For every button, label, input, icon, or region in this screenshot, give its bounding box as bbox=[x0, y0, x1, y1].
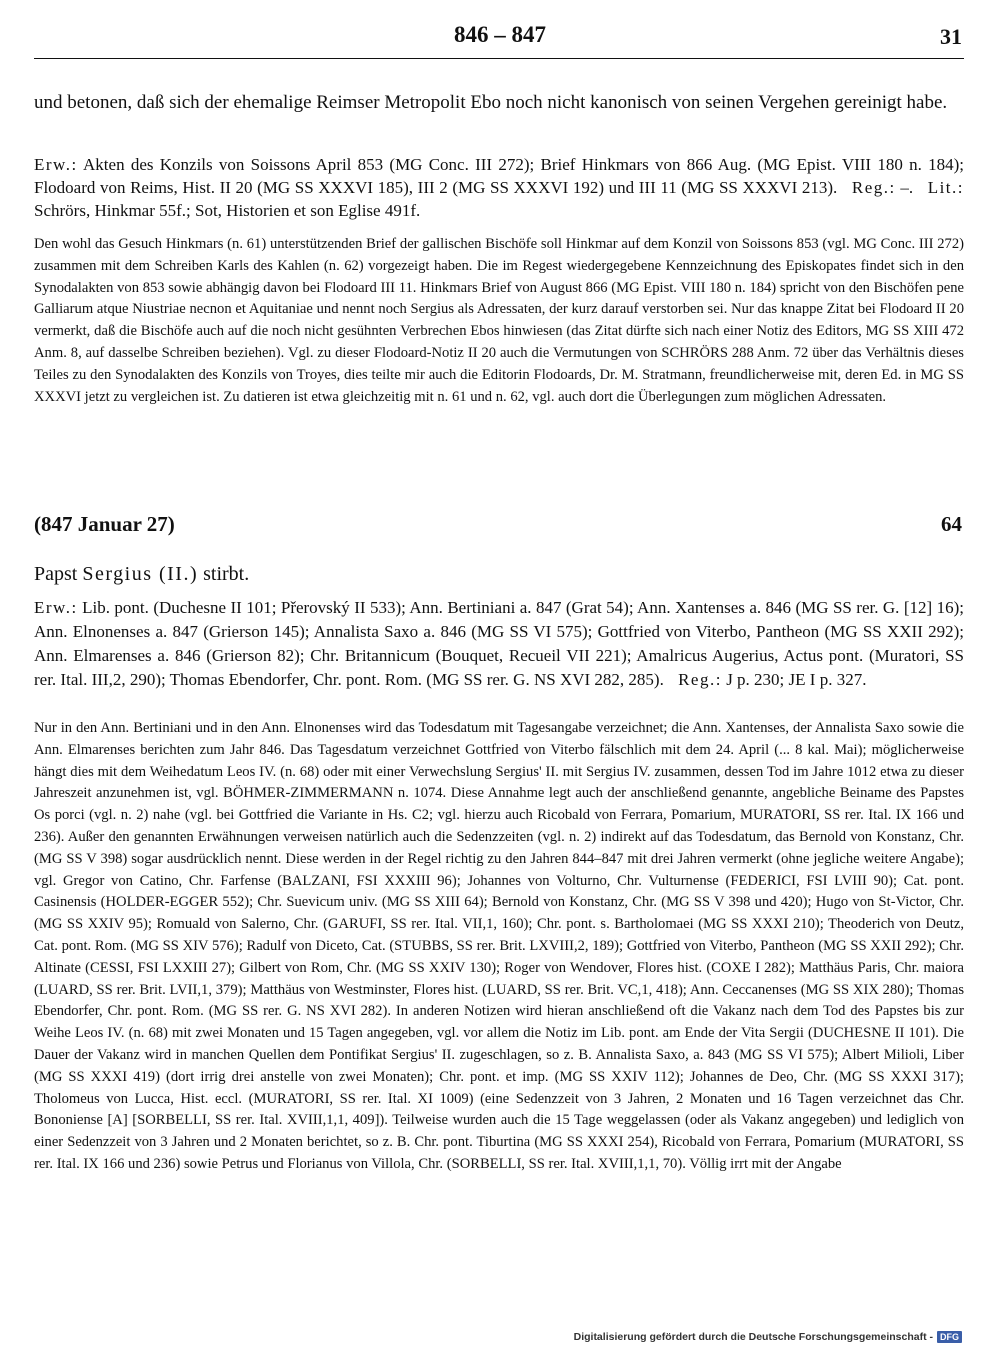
dfg-logo: DFG bbox=[937, 1331, 962, 1343]
commentary-paragraph: Den wohl das Gesuch Hinkmars (n. 61) unterstützenden Brief der gallischen Bischöfe soll Hinkmar auf dem Konzil von Soissons 853 (vgl. MG Conc. III 272) zusammen mit dem Schreiben Karls des Kahlen (n. 62) vorgezeigt haben. Die im Regest wiedergegebene Kennzeichnung des Episkopates findet sich in den Synodalakten von 853 sowie abhängig davon bei Flodoard III 11. Hinkmars Brief von August 866 (MG Epist. VIII 180 n. 184) spricht von den Bischöfen pene Galliarum atque Niustriae necnon et Aquitaniae und nennt noch Sergius als Adressaten, der kurz darauf verstorben sei. Nur das knappe Zitat bei Flodoard II 20 vermerkt, daß die Bischöfe auch auf die noch nicht gesühnten Verbrechen Ebos hinwiesen (das Zitat dürfte sich nach einer Notiz des Editors, MG SS XIII 472 Anm. 8, auf dasselbe Schreiben beziehen). Vgl. zu dieser Flodoard-Notiz II 20 auch die Vermutungen von SCHRÖRS 288 Anm. 72 über das Verhältnis dieses Teiles zu den Synodalakten des Konzils von Troyes, dies teilte mir auch die Editorin Flodoards, Dr. M. Stratmann, freundlicherweise mit, deren Ed. in MG SS XXXVI jetzt zu vergleichen ist. Zu datieren ist etwa gleichzeitig mit n. 61 und n. 62, vgl. auch dort die Überlegungen zum möglichen Adressaten. bbox=[34, 236, 964, 405]
section-sources-paragraph bbox=[34, 596, 964, 692]
reg-label: Reg.: bbox=[851, 178, 896, 197]
lit-text: Schrörs, Hinkmar 55f.; Sot, Historien et son Eglise 491f. bbox=[34, 201, 421, 220]
section-reg-text: J p. 230; JE I p. 327. bbox=[726, 670, 867, 689]
regest-post: stirbt. bbox=[203, 563, 250, 585]
header-rule bbox=[34, 58, 964, 59]
continuation-paragraph: und betonen, daß sich der ehemalige Reimser Metropolit Ebo noch nicht kanonisch von seinen Vergehen gereinigt habe. bbox=[34, 92, 948, 113]
footer-credit bbox=[574, 1331, 962, 1343]
regest-date-heading: (847 Januar 27) bbox=[34, 512, 175, 536]
erw-label: Erw.: bbox=[34, 155, 78, 174]
regest-text bbox=[34, 562, 964, 587]
section-erw-text: Lib. pont. (Duchesne II 101; Přerovský II 533); Ann. Bertiniani a. 847 (Grat 54); Ann. Xantenses a. 846 (MG SS rer. G. [12] 16); Ann. Elnonenses a. 847 (Grierson 145); Annalista Saxo a. 846 (MG SS VI 575); Gottfried von Viterbo, Pantheon (MG SS XXII 292); Ann. Elmarenses a. 846 (Grierson 82); Chr. Britannicum (Bouquet, Recueil VII 221); Amalricus Augerius, Actus pont. (Muratori, SS rer. Ital. III,2, 290); Thomas Ebendorfer, Chr. pont. Rom. (MG SS rer. G. NS XVI 282, 285). bbox=[34, 598, 964, 689]
section-commentary-paragraph: Nur in den Ann. Bertiniani und in den Ann. Elnonenses wird das Todesdatum mit Tagesangabe verzeichnet; die Ann. Xantenses, der Annalista Saxo sowie die Ann. Elmarenses berichten zum Jahr 846. Das Tagesdatum verzeichnet Gottfried von Viterbo fälschlich mit dem 24. April (... 8 kal. Mai); möglicherweise hängt dies mit dem Weihedatum Leos IV. (n. 68) oder mit einer Verwechslung Sergius' II. mit Sergius IV. zusammen, dessen Tod im Jahre 1012 etwa zu dieser Jahreszeit anzunehmen ist, vgl. BÖHMER-ZIMMERMANN n. 1074. Diese Annahme legt auch der anschließend genannte, angebliche Beiname des Papstes Os porci (vgl. n. 2) nahe (vgl. bei Gottfried die Variante in Hs. C2; vgl. hierzu auch Ricobald von Ferrara, Pomarium, MURATORI, SS rer. Ital. IX 166 und 236). Außer den genannten Erwähnungen verweisen natürlich auch die Sedenzzeiten (vgl. n. 2) indirekt auf das Todesdatum, das Bernold von Konstanz, Chr. (MG SS V 398) sogar ausdrücklich nennt. Diese werden in der Regel richtig zu den Jahren 844–847 mit drei Jahren vermerkt (ohne jegliche weitere Angabe); vgl. Gregor von Catino, Chr. Farfense (BALZANI, FSI XXXIII 96); Johannes von Volturno, Chr. Vulturnense (FEDERICI, FSI LVIII 90); Cat. pont. Casinensis (HOLDER-EGGER 552); Chr. Suevicum univ. (MG SS XIII 64); Bernold von Konstanz, Chr. (MG SS V 398 und 420); Hugo von St-Victor, Chr. (MG SS XXIV 95); Romuald von Salerno, Chr. (GARUFI, SS rer. Ital. VII,1, 160); Chr. pont. s. Bartholomaei (MG SS XXXI 210); Theoderich von Deutz, Cat. pont. Rom. (MG SS XIV 576); Radulf von Diceto, Cat. (STUBBS, SS rer. Brit. LXVIII,2, 189); Gottfried von Viterbo, Pantheon (MG SS XXII 292); Chr. Altinate (CESSI, FSI LXXIII 27); Gilbert von Rom, Chr. (MG SS XXIV 130); Roger von Wendover, Flores hist. (COXE I 282); Matthäus Paris, Chr. maiora (LUARD, SS rer. Brit. LVII,1, 379); Matthäus von Westminster, Flores hist. (LUARD, SS rer. Brit. VC,1, 418); Ann. Ceccanenses (MG SS XIX 280); Thomas Ebendorfer, Chr. pont. Rom. (MG SS rer. G. NS XVI 282). In anderen Notizen wird hieran anschließend oft die Vakanz nach dem Tod des Papstes bis zur Weihe Leos IV. (n. 68) mit zwei Monaten und 15 Tagen angegeben, vgl. vor allem die Notiz im Lib. pont. am Ende der Vita Sergii (DUCHESNE II 101). Die Dauer der Vakanz wird in manchen Quellen dem Pontifikat Sergius' II. zugeschlagen, so z. B. Annalista Saxo, a. 843 (MG SS VI 575); Albert Milioli, Liber (MG SS XXXI 419) (dort irrig drei anstelle von zwei Monaten); Chr. pont. et imp. (MG SS XXIV 112); Johannes de Deo, Chr. (MG SS XXXI 317); Tholomeus von Lucca, Hist. eccl. (MURATORI, SS rer. Ital. XI 1009) (eine Sedenzzeit von 3 Jahren, 2 Monaten und 16 Tagen verzeichnet das Chr. Bononiense [A] [SORBELLI, SS rer. Ital. XVIII,1,1, 409]). Teilweise wurden auch die 15 Tage weggelassen (oder als Vakanz angegeben) und lediglich von einer Sedenzzeit von 3 Jahren und 2 Monaten berichtet, so z. B. Chr. pont. Tiburtina (MG SS XXXI 254), Ricobald von Ferrara, Pomarium (MURATORI, SS rer. Ital. IX 166 und 236) sowie Petrus und Florianus von Villola, Chr. (SORBELLI, SS rer. Ital. XVIII,1,1, 70). Völlig irrt mit der Angabe bbox=[34, 720, 964, 1172]
lit-label: Lit.: bbox=[927, 178, 965, 197]
regest-name: Sergius (II.) bbox=[82, 563, 199, 585]
section-erw-label: Erw.: bbox=[34, 598, 78, 617]
erw-text: Akten des Konzils von Soissons April 853 (MG Conc. III 272); Brief Hinkmars von 866 Aug. (MG Epist. VIII 180 n. 184); Flodoard von Reims, Hist. II 20 (MG SS XXXVI 185), III 2 (MG SS XXXVI 192) und III 11 (MG SS XXXVI 213). bbox=[34, 155, 964, 197]
regest-number: 64 bbox=[941, 512, 962, 536]
page-number: 31 bbox=[940, 24, 962, 49]
sources-paragraph bbox=[34, 153, 964, 222]
running-header-year-range: 846 – 847 bbox=[454, 22, 546, 47]
reg-text: –. bbox=[900, 178, 914, 197]
section-reg-label: Reg.: bbox=[678, 670, 722, 689]
regest-pre: Papst bbox=[34, 563, 78, 585]
footer-credit-text: Digitalisierung gefördert durch die Deutsche Forschungsgemeinschaft - bbox=[573, 1331, 933, 1343]
